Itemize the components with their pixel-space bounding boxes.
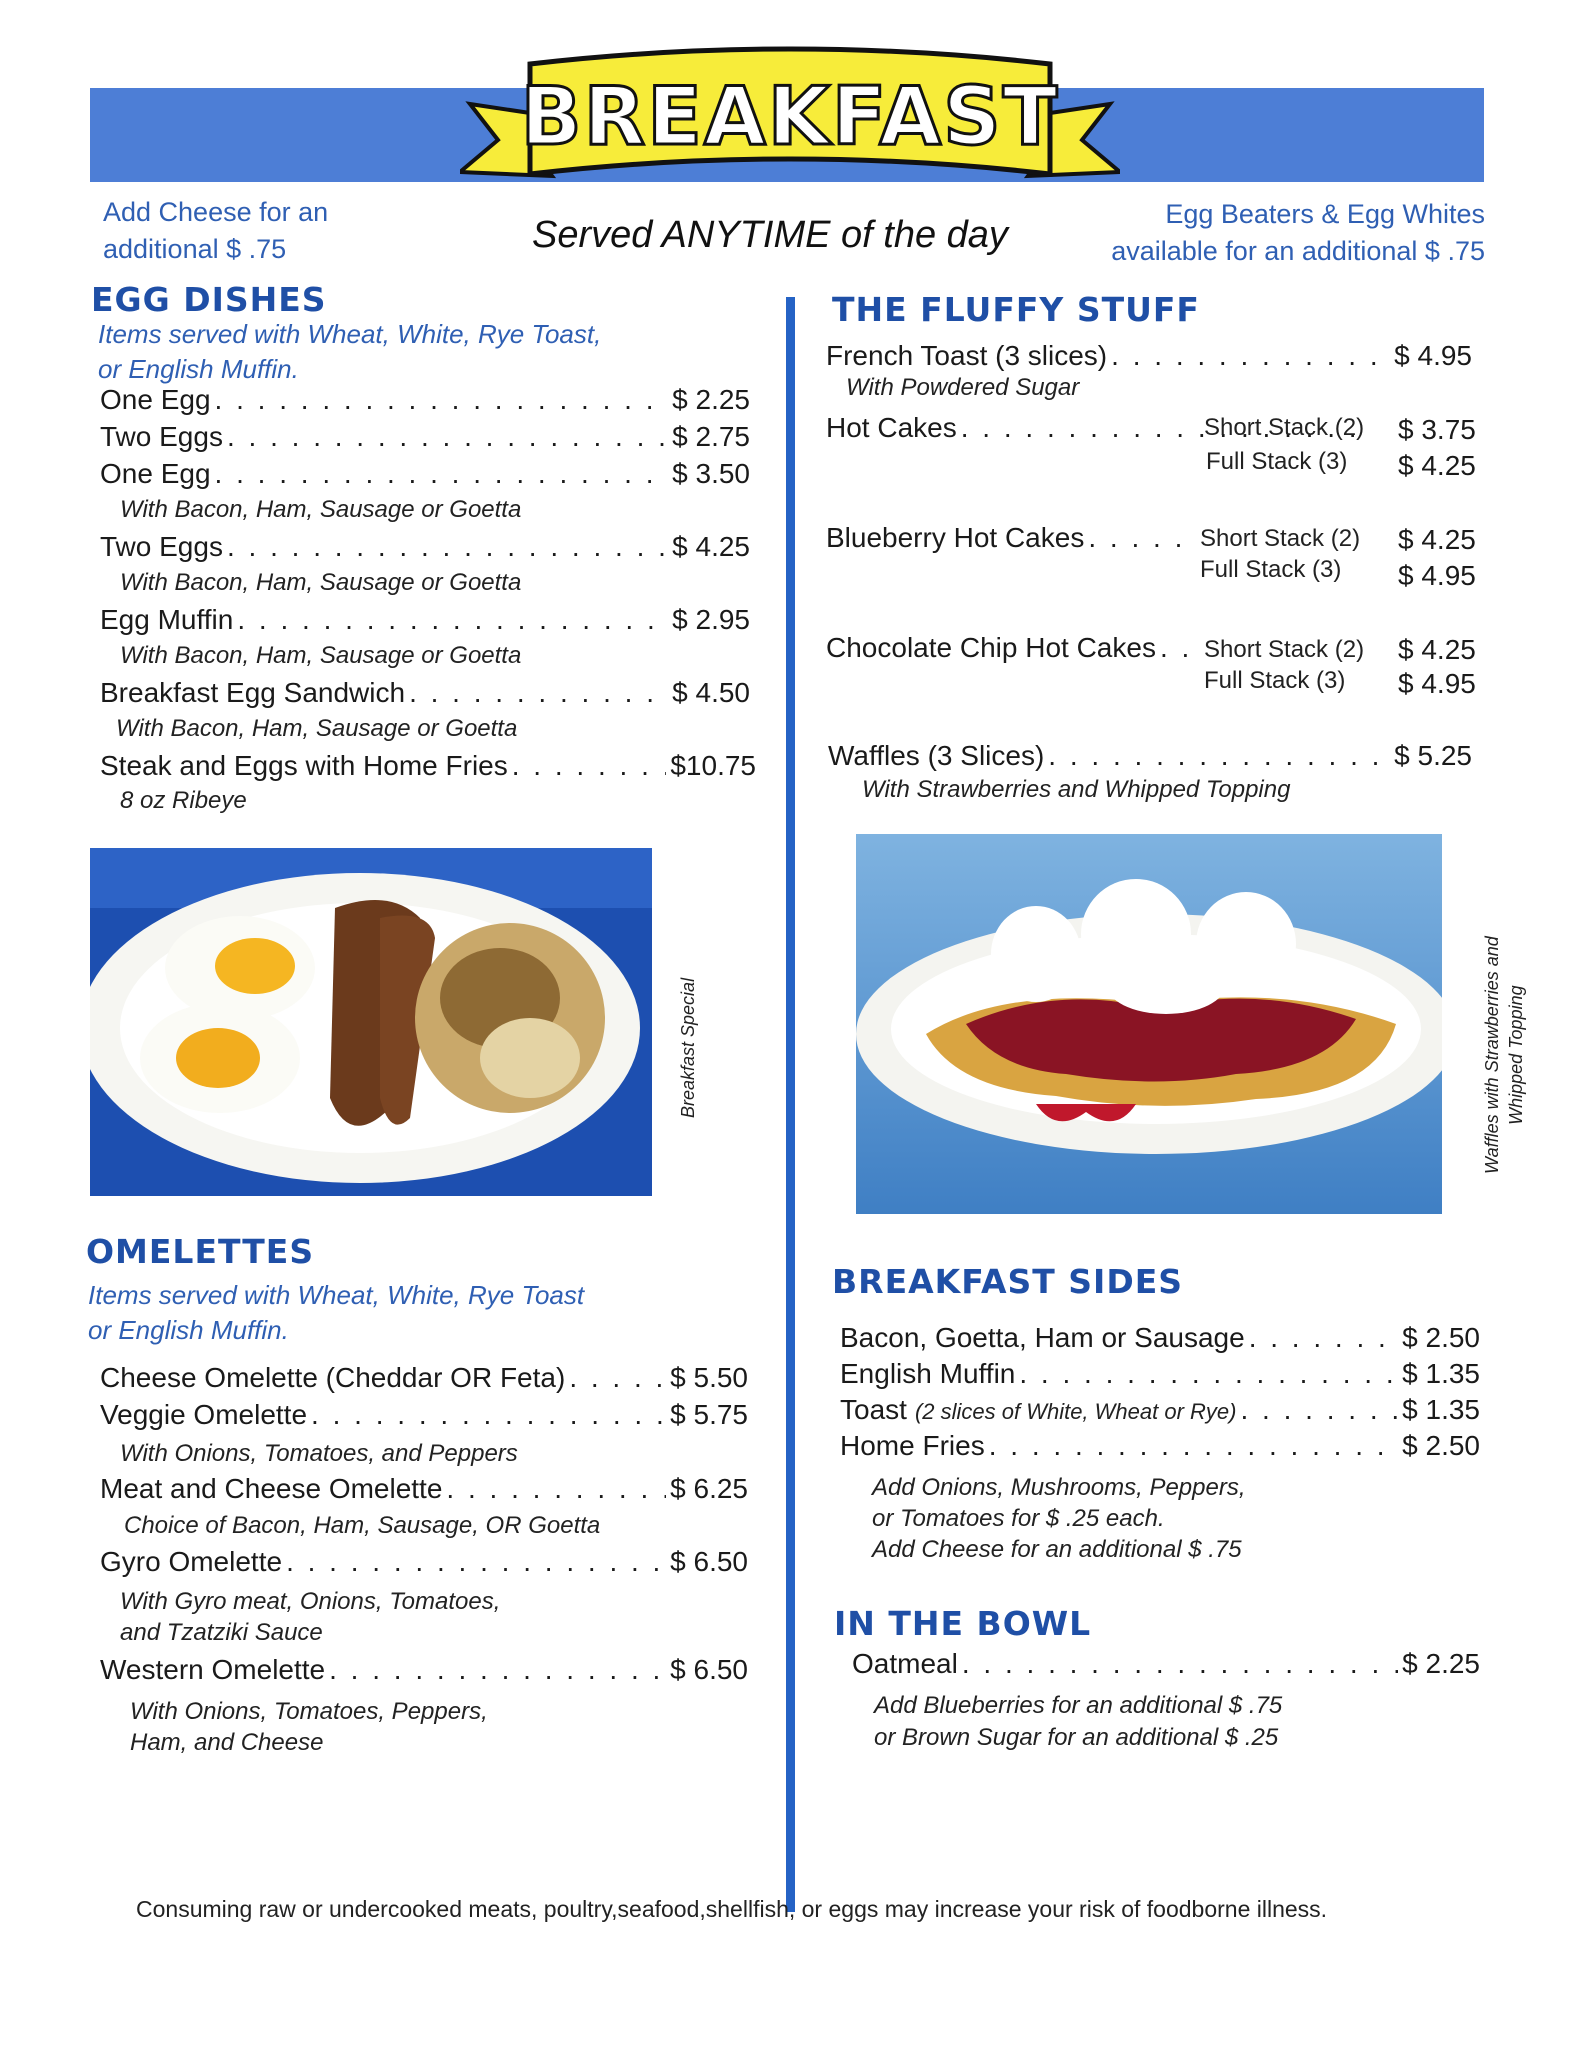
leader-dots bbox=[409, 677, 668, 709]
photo-caption bbox=[1480, 936, 1528, 1174]
item-price: $ 3.50 bbox=[672, 458, 750, 489]
menu-item bbox=[100, 1473, 748, 1505]
full-stack-price bbox=[1398, 668, 1476, 700]
menu-item bbox=[100, 531, 750, 563]
item-price: $ 4.95 bbox=[1398, 668, 1476, 699]
menu-item bbox=[100, 1654, 748, 1686]
leader-dots bbox=[237, 604, 668, 636]
leader-dots bbox=[1111, 340, 1390, 372]
omelettes-title: OMELETTES bbox=[86, 1232, 315, 1271]
egg-dishes-subtitle-line-2: or English Muffin. bbox=[98, 354, 299, 384]
item-description: With Bacon, Ham, Sausage or Goetta bbox=[116, 715, 518, 742]
item-name: Oatmeal bbox=[852, 1648, 958, 1679]
item-price: $ 3.75 bbox=[1398, 414, 1476, 445]
leader-dots bbox=[1048, 740, 1390, 772]
leader-dots bbox=[227, 421, 668, 453]
photo-caption: Breakfast Special bbox=[678, 977, 698, 1118]
item-name: French Toast (3 slices) bbox=[826, 340, 1108, 371]
egg-beaters-note bbox=[1111, 196, 1485, 270]
egg-dishes-title: EGG DISHES bbox=[91, 280, 327, 319]
menu-item bbox=[826, 632, 1202, 664]
cheese-note bbox=[103, 194, 328, 268]
item-price: $ 4.25 bbox=[1398, 450, 1476, 481]
item-name: Two Eggs bbox=[100, 531, 223, 562]
photo-caption-line-2: Whipped Topping bbox=[1506, 985, 1526, 1125]
item-description: With Gyro meat, Onions, Tomatoes, bbox=[120, 1588, 501, 1615]
full-stack-price bbox=[1398, 560, 1476, 592]
item-description: and Tzatziki Sauce bbox=[120, 1619, 323, 1646]
in-the-bowl-title: IN THE BOWL bbox=[834, 1604, 1092, 1643]
menu-item bbox=[100, 421, 750, 453]
item-price: $ 4.25 bbox=[1398, 634, 1476, 665]
item-price: $ 1.35 bbox=[1402, 1394, 1480, 1425]
item-description: With Bacon, Ham, Sausage or Goetta bbox=[120, 642, 522, 669]
leader-dots bbox=[1019, 1358, 1398, 1390]
omelettes-subtitle bbox=[88, 1278, 584, 1348]
item-price: $ 6.25 bbox=[670, 1473, 748, 1504]
item-name: Hot Cakes bbox=[826, 412, 957, 443]
item-note: (2 slices of White, Wheat or Rye) bbox=[914, 1399, 1237, 1424]
short-stack-price bbox=[1398, 634, 1476, 666]
omelettes-subtitle-line-1: Items served with Wheat, White, Rye Toast bbox=[88, 1280, 585, 1310]
breakfast-banner bbox=[460, 44, 1120, 204]
menu-item bbox=[840, 1394, 1480, 1426]
omelettes-subtitle-line-2: or English Muffin. bbox=[88, 1315, 289, 1345]
sides-addon-line-2: or Tomatoes for $ .25 each. bbox=[872, 1505, 1165, 1532]
item-price: $ 4.50 bbox=[672, 677, 750, 708]
leader-dots bbox=[446, 1473, 666, 1505]
full-stack-label: Full Stack (3) bbox=[1200, 556, 1342, 583]
banner-title: BREAKFAST bbox=[520, 70, 1060, 163]
item-price: $ 4.25 bbox=[1398, 524, 1476, 555]
item-price: $ 4.25 bbox=[672, 531, 750, 562]
item-name: Cheese Omelette (Cheddar OR Feta) bbox=[100, 1362, 566, 1393]
item-name: Chocolate Chip Hot Cakes bbox=[826, 632, 1156, 663]
tagline: Served ANYTIME of the day bbox=[532, 214, 1008, 256]
breakfast-sides-title: BREAKFAST SIDES bbox=[832, 1262, 1184, 1301]
item-price: $ 2.95 bbox=[672, 604, 750, 635]
item-name: Veggie Omelette bbox=[100, 1399, 308, 1430]
sides-addon-line-1: Add Onions, Mushrooms, Peppers, bbox=[872, 1474, 1246, 1501]
item-price: $10.75 bbox=[670, 750, 756, 781]
item-description: With Onions, Tomatoes, Peppers, bbox=[130, 1698, 488, 1725]
menu-item bbox=[826, 340, 1472, 372]
full-stack-label: Full Stack (3) bbox=[1204, 667, 1346, 694]
banner-ribbon-icon bbox=[460, 44, 1120, 204]
cheese-note-line-2: additional $ .75 bbox=[103, 234, 287, 264]
item-name: Toast bbox=[840, 1394, 907, 1425]
menu-item bbox=[100, 384, 750, 416]
fluffy-stuff-title: THE FLUFFY STUFF bbox=[832, 290, 1200, 329]
menu-item bbox=[100, 750, 756, 782]
leader-dots bbox=[215, 458, 669, 490]
item-price: $ 6.50 bbox=[670, 1546, 748, 1577]
item-price: $ 4.95 bbox=[1394, 340, 1472, 371]
menu-item bbox=[100, 1362, 748, 1394]
cheese-note-line-1: Add Cheese for an bbox=[103, 197, 329, 227]
item-price: $ 5.50 bbox=[670, 1362, 748, 1393]
item-price: $ 1.35 bbox=[1402, 1358, 1480, 1389]
leader-dots bbox=[1088, 522, 1194, 554]
short-stack-price bbox=[1398, 524, 1476, 556]
item-name: Breakfast Egg Sandwich bbox=[100, 677, 406, 708]
item-name: Steak and Eggs with Home Fries bbox=[100, 750, 508, 781]
item-name: One Egg bbox=[100, 458, 211, 489]
menu-item bbox=[828, 740, 1472, 772]
egg-beaters-note-line-1: Egg Beaters & Egg Whites bbox=[1165, 199, 1485, 229]
photo-caption-line-1: Waffles with Strawberries and bbox=[1482, 936, 1502, 1174]
column-divider bbox=[786, 297, 795, 1912]
menu-item bbox=[826, 522, 1198, 554]
item-name: Blueberry Hot Cakes bbox=[826, 522, 1085, 553]
item-price: $ 2.25 bbox=[672, 384, 750, 415]
waffle-plate-icon bbox=[856, 834, 1442, 1214]
item-description: With Bacon, Ham, Sausage or Goetta bbox=[120, 496, 522, 523]
menu-item bbox=[840, 1358, 1480, 1390]
item-price: $ 2.50 bbox=[1402, 1322, 1480, 1353]
menu-item bbox=[100, 1546, 748, 1578]
breakfast-plate-icon bbox=[90, 848, 652, 1196]
full-stack-label: Full Stack (3) bbox=[1206, 448, 1348, 475]
item-description: With Onions, Tomatoes, and Peppers bbox=[120, 1440, 518, 1467]
item-description: With Powdered Sugar bbox=[846, 374, 1080, 401]
item-price: $ 2.25 bbox=[1402, 1648, 1480, 1679]
egg-dishes-subtitle bbox=[98, 317, 601, 387]
leader-dots bbox=[512, 750, 667, 782]
item-name: English Muffin bbox=[840, 1358, 1016, 1389]
egg-dishes-subtitle-line-1: Items served with Wheat, White, Rye Toast, bbox=[98, 319, 602, 349]
short-stack-label: Short Stack (2) bbox=[1200, 525, 1361, 552]
menu-item bbox=[100, 677, 750, 709]
leader-dots bbox=[989, 1430, 1398, 1462]
food-safety-disclaimer: Consuming raw or undercooked meats, poultry,seafood,shellfish, or eggs may increase your risk of foodborne illness. bbox=[136, 1896, 1328, 1922]
item-price: $ 6.50 bbox=[670, 1654, 748, 1685]
leader-dots bbox=[286, 1546, 666, 1578]
bowl-addon-line-2: or Brown Sugar for an additional $ .25 bbox=[874, 1724, 1279, 1751]
item-name: Bacon, Goetta, Ham or Sausage bbox=[840, 1322, 1245, 1353]
item-description: 8 oz Ribeye bbox=[120, 787, 247, 814]
leader-dots bbox=[962, 1648, 1398, 1680]
leader-dots bbox=[1160, 632, 1198, 664]
egg-beaters-note-line-2: available for an additional $ .75 bbox=[1111, 236, 1485, 266]
leader-dots bbox=[329, 1654, 666, 1686]
item-name: Egg Muffin bbox=[100, 604, 234, 635]
menu-item bbox=[100, 458, 750, 490]
bowl-addon-line-1: Add Blueberries for an additional $ .75 bbox=[874, 1692, 1283, 1719]
leader-dots bbox=[215, 384, 669, 416]
item-name: Waffles (3 Slices) bbox=[828, 740, 1045, 771]
leader-dots bbox=[1240, 1394, 1398, 1426]
leader-dots bbox=[227, 531, 668, 563]
leader-dots bbox=[1249, 1322, 1398, 1354]
item-price: $ 5.75 bbox=[670, 1399, 748, 1430]
item-description: With Strawberries and Whipped Topping bbox=[862, 776, 1291, 803]
item-price: $ 4.95 bbox=[1398, 560, 1476, 591]
leader-dots bbox=[311, 1399, 666, 1431]
short-stack-price bbox=[1398, 414, 1476, 446]
menu-item bbox=[840, 1430, 1480, 1462]
item-price: $ 5.25 bbox=[1394, 740, 1472, 771]
item-name: Meat and Cheese Omelette bbox=[100, 1473, 443, 1504]
menu-item bbox=[100, 1399, 748, 1431]
item-price: $ 2.75 bbox=[672, 421, 750, 452]
full-stack-price bbox=[1398, 450, 1476, 482]
item-name: One Egg bbox=[100, 384, 211, 415]
item-name: Home Fries bbox=[840, 1430, 985, 1461]
item-price: $ 2.50 bbox=[1402, 1430, 1480, 1461]
item-description: With Bacon, Ham, Sausage or Goetta bbox=[120, 569, 522, 596]
breakfast-special-photo bbox=[90, 848, 652, 1196]
item-description: Choice of Bacon, Ham, Sausage, OR Goetta bbox=[124, 1512, 601, 1539]
short-stack-label: Short Stack (2) bbox=[1204, 414, 1365, 441]
item-description: Ham, and Cheese bbox=[130, 1729, 324, 1756]
waffles-photo bbox=[856, 834, 1442, 1214]
sides-addon-line-3: Add Cheese for an additional $ .75 bbox=[872, 1536, 1242, 1563]
leader-dots bbox=[569, 1362, 666, 1394]
item-name: Western Omelette bbox=[100, 1654, 326, 1685]
menu-item bbox=[840, 1322, 1480, 1354]
menu-item bbox=[852, 1648, 1480, 1680]
menu-item bbox=[100, 604, 750, 636]
item-name: Gyro Omelette bbox=[100, 1546, 283, 1577]
item-name: Two Eggs bbox=[100, 421, 223, 452]
short-stack-label: Short Stack (2) bbox=[1204, 636, 1365, 663]
